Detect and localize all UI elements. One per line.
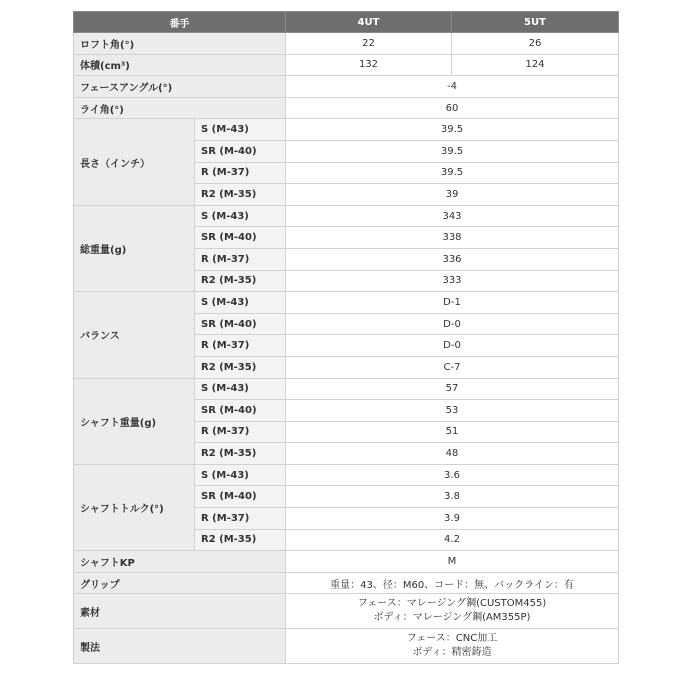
lie-label: ライ角(°) [74,97,286,119]
shaft-label: SR (M-40) [195,400,286,422]
manufacturing-value [286,629,619,664]
shaft-torque-value: 3.6 [286,464,619,486]
shaft-label: SR (M-40) [195,486,286,508]
shaft-torque-row [74,464,619,486]
face-angle-label: フェースアングル(°) [74,76,286,98]
shaft-label: R2 (M-35) [195,356,286,378]
balance-value: C-7 [286,356,619,378]
shaft-label: SR (M-40) [195,227,286,249]
shaft-label: SR (M-40) [195,140,286,162]
length-label: 長さ（インチ） [74,119,195,205]
shaft-label: R2 (M-35) [195,270,286,292]
material-row [74,594,619,629]
shaft-kp-value: M [286,551,619,573]
loft-4ut: 22 [286,33,452,55]
length-value: 39 [286,184,619,206]
manufacturing-label: 製法 [74,629,286,664]
shaft-torque-label: シャフトトルク(°) [74,464,195,550]
shaft-torque-value: 3.9 [286,508,619,530]
balance-label: バランス [74,292,195,378]
total-weight-value: 336 [286,248,619,270]
grip-label: グリップ [74,572,286,594]
shaft-label: R (M-37) [195,421,286,443]
shaft-label: R2 (M-35) [195,184,286,206]
manufacturing-row [74,629,619,664]
loft-row [74,33,619,55]
balance-value: D-0 [286,313,619,335]
face-angle-value: -4 [286,76,619,98]
shaft-weight-row [74,378,619,400]
shaft-label: S (M-43) [195,119,286,141]
volume-row [74,54,619,76]
shaft-label: S (M-43) [195,292,286,314]
loft-label: ロフト角(°) [74,33,286,55]
total-weight-value: 338 [286,227,619,249]
material-value [286,594,619,629]
lie-value: 60 [286,97,619,119]
lie-row [74,97,619,119]
manufacturing-face: フェース：CNC加工 [406,633,498,645]
shaft-torque-value: 4.2 [286,529,619,551]
volume-5ut: 124 [452,54,619,76]
length-value: 39.5 [286,162,619,184]
shaft-label: S (M-43) [195,464,286,486]
shaft-label: R (M-37) [195,335,286,357]
material-face: フェース：マレージング鋼(CUSTOM455) [357,598,547,610]
total-weight-value: 333 [286,270,619,292]
shaft-weight-value: 53 [286,400,619,422]
shaft-weight-value: 51 [286,421,619,443]
length-value: 39.5 [286,140,619,162]
grip-row [74,572,619,594]
volume-label: 体積(cm³) [74,54,286,76]
shaft-torque-value: 3.8 [286,486,619,508]
balance-value: D-1 [286,292,619,314]
loft-5ut: 26 [452,33,619,55]
shaft-kp-label: シャフトKP [74,551,286,573]
grip-value: 重量：43、径：M60、コード：無、バックライン：有 [286,572,619,594]
shaft-label: R (M-37) [195,248,286,270]
header-4ut: 4UT [286,12,452,33]
shaft-label: R (M-37) [195,508,286,530]
header-5ut: 5UT [452,12,619,33]
volume-4ut: 132 [286,54,452,76]
manufacturing-body: ボディ：精密鋳造 [412,647,492,659]
length-value: 39.5 [286,119,619,141]
shaft-label: S (M-43) [195,205,286,227]
header-row [74,12,619,33]
spec-table [73,11,619,664]
shaft-weight-value: 57 [286,378,619,400]
shaft-label: R2 (M-35) [195,443,286,465]
total-weight-value: 343 [286,205,619,227]
total-weight-label: 総重量(g) [74,205,195,291]
shaft-label: R (M-37) [195,162,286,184]
length-row [74,119,619,141]
total-weight-row [74,205,619,227]
shaft-label: SR (M-40) [195,313,286,335]
shaft-weight-label: シャフト重量(g) [74,378,195,464]
shaft-weight-value: 48 [286,443,619,465]
balance-value: D-0 [286,335,619,357]
header-model: 番手 [74,12,286,33]
material-label: 素材 [74,594,286,629]
shaft-label: S (M-43) [195,378,286,400]
material-body: ボディ：マレージング鋼(AM355P) [373,612,531,624]
balance-row [74,292,619,314]
shaft-kp-row [74,551,619,573]
face-angle-row [74,76,619,98]
shaft-label: R2 (M-35) [195,529,286,551]
